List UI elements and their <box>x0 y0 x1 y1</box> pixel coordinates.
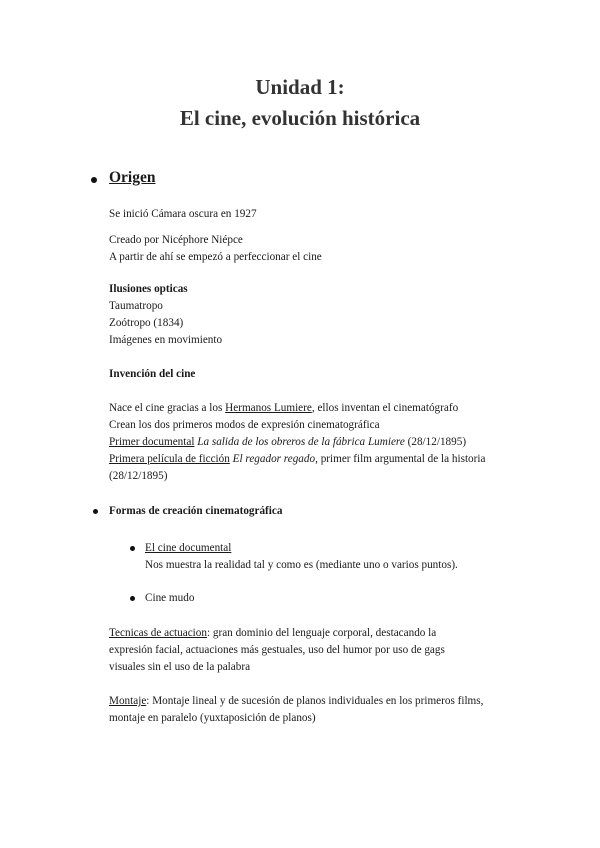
invencion-line-5: (28/12/1895) <box>109 470 168 482</box>
page-title-line-2: El cine, evolución histórica <box>179 106 421 130</box>
page-title-line-1: Unidad 1: <box>255 75 345 99</box>
bullet-icon <box>130 546 135 551</box>
tecnicas-line-3: visuales sin el uso de la palabra <box>109 661 251 673</box>
origen-line-3: A partir de ahí se empezó a perfeccionar el cine <box>109 251 322 263</box>
cine-documental-label: El cine documental <box>145 542 232 554</box>
formas-item-documental-desc: Nos muestra la realidad tal y como es (mediante uno o varios puntos). <box>145 559 458 571</box>
film-title: La salida de los obreros de la fábrica Lumiere <box>197 436 405 448</box>
bullet-icon <box>130 596 135 601</box>
text: , primer film argumental de la historia <box>315 453 486 465</box>
date-text: (28/12/1895) <box>404 436 467 448</box>
primer-documental-label: Primer documental <box>109 436 195 448</box>
tecnicas-label: Tecnicas de actuacion <box>109 627 207 639</box>
origen-line-2: Creado por Nicéphore Niépce <box>109 234 243 246</box>
ilusiones-item: Taumatropo <box>109 300 163 312</box>
ilusiones-item: Zoótropo (1834) <box>109 317 184 329</box>
origen-line-1: Se inició Cámara oscura en 1927 <box>109 208 257 220</box>
montaje-label: Montaje <box>109 695 147 707</box>
subheading-invencion: Invención del cine <box>109 368 196 380</box>
tecnicas-line-2: expresión facial, actuaciones más gestuales, uso del humor por uso de gags <box>109 644 445 656</box>
section-heading-origen: Origen <box>109 169 156 186</box>
subheading-ilusiones: Ilusiones opticas <box>109 283 188 295</box>
ilusiones-item: Imágenes en movimiento <box>109 334 223 346</box>
hermanos-lumiere-text: Hermanos Lumiere <box>225 402 312 414</box>
text: : gran dominio del lenguaje corporal, destacando la <box>206 627 437 639</box>
invencion-line-1 <box>109 402 458 414</box>
invencion-line-2: Crean los dos primeros modos de expresión cinematográfica <box>109 419 380 431</box>
bullet-icon <box>93 509 98 514</box>
formas-item-documental <box>145 542 231 554</box>
text: Nace el cine gracias a los <box>109 402 226 414</box>
invencion-line-4 <box>109 453 485 465</box>
text: , ellos inventan el cinematógrafo <box>311 402 459 414</box>
bullet-icon <box>91 177 97 183</box>
invencion-line-3 <box>109 436 466 448</box>
primera-pelicula-label: Primera película de ficción <box>109 453 230 465</box>
montaje-line-2: montaje en paralelo (yuxtaposición de planos) <box>109 712 316 724</box>
montaje-line-1 <box>109 695 483 707</box>
formas-item-mudo: Cine mudo <box>145 592 195 604</box>
subheading-formas: Formas de creación cinematográfica <box>109 505 283 517</box>
tecnicas-line-1 <box>109 627 436 639</box>
film-title: El regador regado <box>232 453 316 465</box>
text: : Montaje lineal y de sucesión de planos individuales en los primeros films, <box>146 695 484 707</box>
